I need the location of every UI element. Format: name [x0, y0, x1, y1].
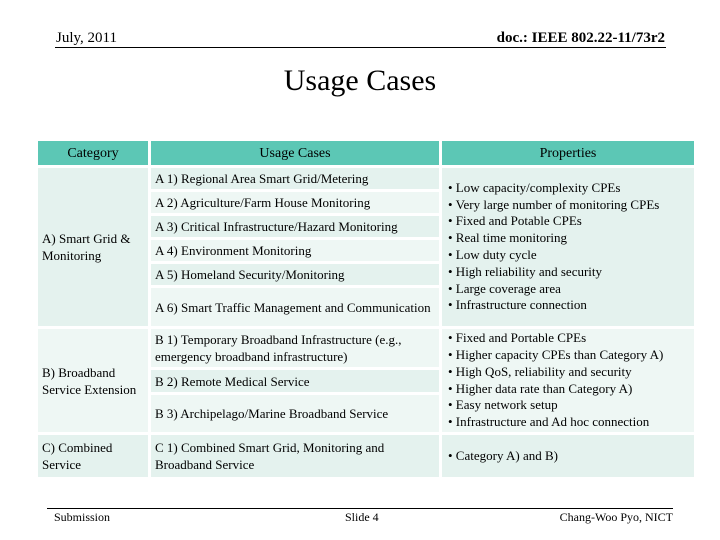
- column-header-properties: Properties: [442, 141, 694, 165]
- category-b-cell: [38, 329, 148, 432]
- usage-case-a2: [151, 192, 439, 213]
- property-item: • Higher capacity CPEs than Category A): [448, 346, 664, 362]
- category-c-label: C) Combined Service: [42, 440, 113, 472]
- usage-case-a1: [151, 168, 439, 189]
- category-a-cell: [38, 168, 148, 326]
- usage-case-b3-text: B 3) Archipelago/Marine Broadband Service: [155, 406, 389, 421]
- property-item: • Low capacity/complexity CPEs: [448, 179, 621, 195]
- usage-case-a4-text: A 4) Environment Monitoring: [155, 243, 312, 258]
- category-b-label: B) Broadband Service Extension: [42, 364, 137, 397]
- usage-case-a6-text: A 6) Smart Traffic Management and Communication: [155, 299, 431, 315]
- usage-case-c1: [151, 435, 439, 477]
- category-a-label: A) Smart Grid & Monitoring: [42, 231, 131, 263]
- properties-c-list: [448, 448, 558, 465]
- footer-author: Chang-Woo Pyo, NICT: [559, 510, 673, 524]
- usage-case-b2-text: B 2) Remote Medical Service: [155, 373, 310, 389]
- usage-case-b1-text: B 1) Temporary Broadband Infrastructure (e.g., emergency broadband infrastructure): [155, 332, 402, 364]
- property-item: • Large coverage area: [448, 280, 561, 296]
- usage-case-a4: [151, 240, 439, 261]
- property-item: • Easy network setup: [448, 397, 558, 413]
- usage-case-c1-text: C 1) Combined Smart Grid, Monitoring and Broadband Service: [155, 440, 385, 472]
- slide-title: Usage Cases: [283, 64, 437, 97]
- footer-divider: [47, 508, 673, 509]
- header-doc-id: doc.: IEEE 802.22-11/73r2: [496, 30, 665, 46]
- properties-a-cell: [442, 168, 694, 326]
- properties-a-list: [448, 180, 659, 314]
- property-item: • Fixed and Portable CPEs: [448, 330, 587, 346]
- footer-submission: Submission: [54, 510, 111, 524]
- usage-case-a3: [151, 216, 439, 237]
- usage-case-a5: [151, 264, 439, 285]
- column-header-usage-cases: Usage Cases: [151, 141, 439, 165]
- column-header-category: Category: [38, 141, 148, 165]
- header-divider: [55, 47, 666, 48]
- usage-case-a3-text: A 3) Critical Infrastructure/Hazard Monitoring: [155, 219, 398, 234]
- usage-case-b1: [151, 329, 439, 367]
- properties-b-cell: [442, 329, 694, 432]
- usage-case-a6: [151, 288, 439, 326]
- property-item: • Infrastructure and Ad hoc connection: [448, 414, 650, 430]
- property-item: • Real time monitoring: [448, 230, 568, 246]
- property-item: • Category A) and B): [448, 447, 558, 463]
- usage-case-a5-text: A 5) Homeland Security/Monitoring: [155, 267, 345, 282]
- usage-case-a2-text: A 2) Agriculture/Farm House Monitoring: [155, 195, 371, 210]
- header-date: July, 2011: [56, 30, 117, 46]
- property-item: • High reliability and security: [448, 263, 603, 279]
- usage-case-b2: [151, 370, 439, 392]
- property-item: • Very large number of monitoring CPEs: [448, 196, 660, 212]
- usage-case-b3: [151, 395, 439, 432]
- property-item: • Fixed and Potable CPEs: [448, 213, 582, 229]
- properties-c-cell: [442, 435, 694, 477]
- footer-slide-number: Slide 4: [345, 510, 379, 524]
- category-c-cell: [38, 435, 148, 477]
- usage-case-a1-text: A 1) Regional Area Smart Grid/Metering: [155, 171, 369, 186]
- properties-b-list: [448, 330, 663, 431]
- property-item: • Higher data rate than Category A): [448, 380, 633, 396]
- property-item: • High QoS, reliability and security: [448, 363, 632, 379]
- property-item: • Low duty cycle: [448, 247, 537, 262]
- property-item: • Infrastructure connection: [448, 297, 587, 313]
